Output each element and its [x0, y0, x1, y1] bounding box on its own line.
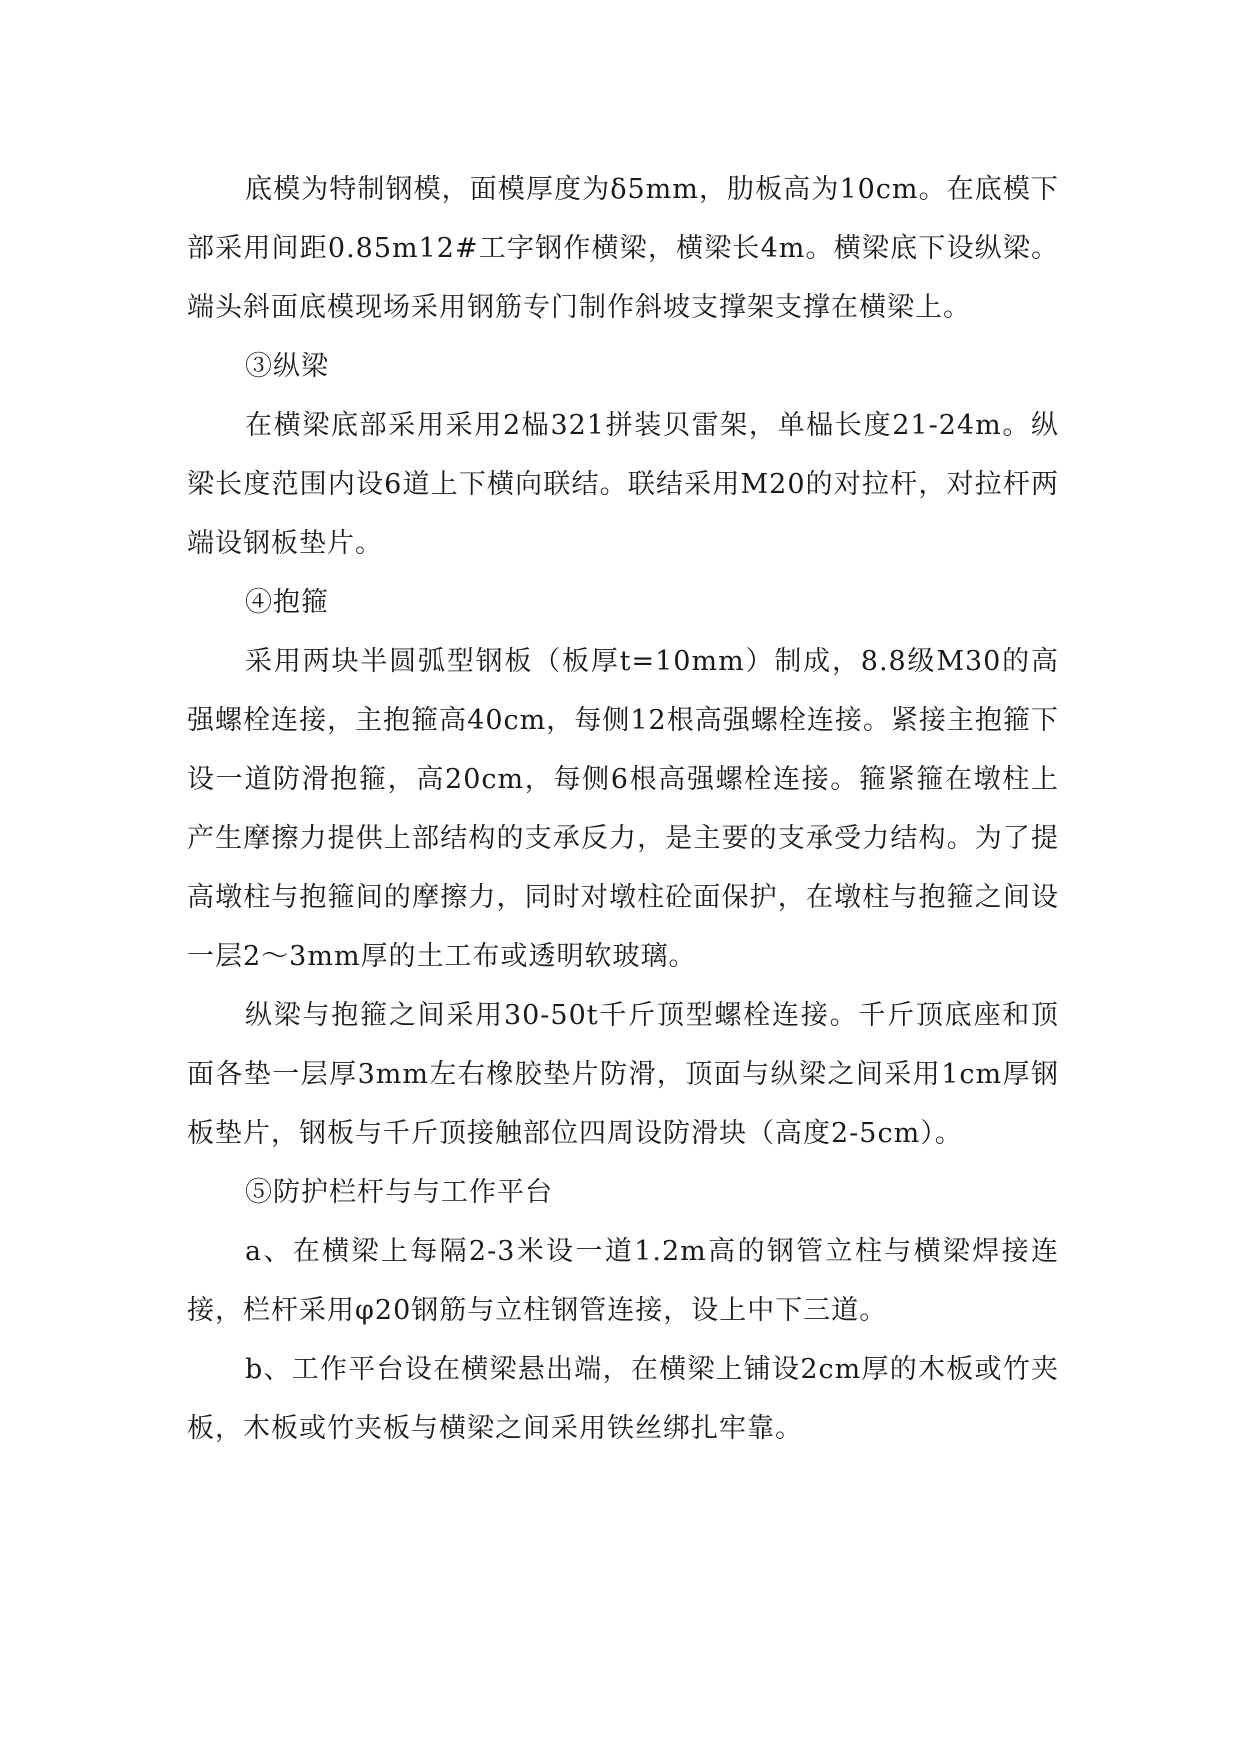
paragraph-bottom-formwork: 底模为特制钢模，面模厚度为δ5mm，肋板高为10cm。在底模下部采用间距0.85m12#工字钢作横梁，横梁长4m。横梁底下设纵梁。端头斜面底模现场采用钢筋专门制作斜坡支撑架支撑在横梁上。: [187, 174, 1059, 323]
heading-railing-platform: ⑤防护栏杆与与工作平台: [245, 1177, 553, 1208]
paragraph-jack-connection: 纵梁与抱箍之间采用30-50t千斤顶型螺栓连接。千斤顶底座和顶面各垫一层厚3mm左右橡胶垫片防滑，顶面与纵梁之间采用1cm厚钢板垫片，钢板与千斤顶接触部位四周设防滑块（高度2-5cm）。: [187, 1000, 1059, 1149]
document-body: [187, 160, 1059, 1458]
paragraph-work-platform: b、工作平台设在横梁悬出端，在横梁上铺设2cm厚的木板或竹夹板，木板或竹夹板与横梁之间采用铁丝绑扎牢靠。: [187, 1354, 1059, 1444]
paragraph-longitudinal-beam: 在横梁底部采用采用2榀321拼装贝雷架，单榀长度21-24m。纵梁长度范围内设6道上下横向联结。联结采用M20的对拉杆，对拉杆两端设钢板垫片。: [187, 410, 1059, 559]
paragraph-hoop: 采用两块半圆弧型钢板（板厚t=10mm）制成，8.8级M30的高强螺栓连接，主抱箍高40cm，每侧12根高强螺栓连接。紧接主抱箍下设一道防滑抱箍，高20cm，每侧6根高强螺栓连接。箍紧箍在墩柱上产生摩擦力提供上部结构的支承反力，是主要的支承受力结构。为了提高墩柱与抱箍间的摩擦力，同时对墩柱砼面保护，在墩柱与抱箍之间设一层2～3mm厚的土工布或透明软玻璃。: [187, 646, 1059, 972]
paragraph-railing: a、在横梁上每隔2-3米设一道1.2m高的钢管立柱与横梁焊接连接，栏杆采用φ20钢筋与立柱钢管连接，设上中下三道。: [187, 1236, 1059, 1326]
heading-hoop: ④抱箍: [245, 587, 329, 618]
heading-longitudinal-beam: ③纵梁: [245, 351, 329, 382]
